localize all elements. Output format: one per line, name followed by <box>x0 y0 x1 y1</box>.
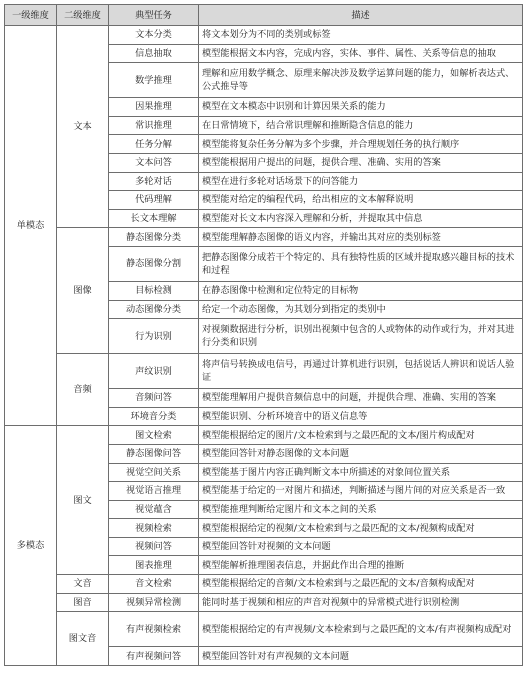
description-cell: 将声信号转换成电信号，再通过计算机进行识别，包括说话人辨识和说话人验证 <box>199 354 523 389</box>
level2-cell: 图音 <box>57 593 109 612</box>
description-cell: 模型在文本模态中识别和计算因果关系的能力 <box>199 98 523 117</box>
task-cell: 数学推理 <box>109 63 199 98</box>
level2-cell: 图像 <box>57 228 109 354</box>
table-row <box>5 575 523 594</box>
header-description: 描述 <box>199 5 523 26</box>
task-cell: 视觉蕴含 <box>109 500 199 519</box>
description-cell: 将文本划分为不同的类别或标签 <box>199 26 523 45</box>
description-cell: 把静态图像分成若干个特定的、具有独特性质的区域并提取感兴趣目标的技术和过程 <box>199 246 523 281</box>
description-cell: 理解和应用数学概念、原理来解决涉及数学运算问题的能力，如解析表达式、公式推导等 <box>199 63 523 98</box>
description-cell: 在静态图像中检测和定位特定的目标物 <box>199 281 523 300</box>
task-cell: 静态图像问答 <box>109 444 199 463</box>
task-cell: 视频检索 <box>109 519 199 538</box>
table-header <box>5 5 523 26</box>
description-cell: 模型能根据给定的视频/文本检索到与之最匹配的文本/视频构成配对 <box>199 519 523 538</box>
table-body <box>5 26 523 666</box>
task-cell: 环境音分类 <box>109 407 199 426</box>
description-cell: 模型能根据给定的图片/文本检索到与之最匹配的文本/图片构成配对 <box>199 426 523 445</box>
task-cell: 图表推理 <box>109 556 199 575</box>
task-cell: 图文检索 <box>109 426 199 445</box>
task-cell: 有声视频检索 <box>109 612 199 647</box>
description-cell: 模型能将复杂任务分解为多个步骤，并合理规划任务的执行顺序 <box>199 135 523 154</box>
description-cell: 模型能根据给定的有声视频/文本检索到与之最匹配的文本/有声视频构成配对 <box>199 612 523 647</box>
level2-cell: 文本 <box>57 26 109 228</box>
task-cell: 动态图像分类 <box>109 300 199 319</box>
task-cell: 文本分类 <box>109 26 199 45</box>
task-cell: 有声视频问答 <box>109 647 199 666</box>
header-level2: 二级维度 <box>57 5 109 26</box>
description-cell: 模型能回答针对有声视频的文本问题 <box>199 647 523 666</box>
task-cell: 视频问答 <box>109 537 199 556</box>
task-cell: 目标检测 <box>109 281 199 300</box>
task-cell: 声纹识别 <box>109 354 199 389</box>
level1-cell: 多模态 <box>5 426 57 666</box>
description-cell: 模型能回答针对静态图像的文本问题 <box>199 444 523 463</box>
description-cell: 给定一个动态图像，为其划分到指定的类别中 <box>199 300 523 319</box>
task-cell: 视觉语言推理 <box>109 482 199 501</box>
task-cell: 信息抽取 <box>109 44 199 63</box>
task-cell: 任务分解 <box>109 135 199 154</box>
table-row <box>5 612 523 647</box>
description-cell: 模型在进行多轮对话场景下的问答能力 <box>199 172 523 191</box>
task-cell: 视觉空间关系 <box>109 463 199 482</box>
task-cell: 静态图像分类 <box>109 228 199 247</box>
description-cell: 模型能理解用户提供音频信息中的问题，并提供合理、准确、实用的答案 <box>199 389 523 408</box>
table-row <box>5 26 523 45</box>
description-cell: 模型能根据文本内容，完成内容，实体、事件、属性、关系等信息的抽取 <box>199 44 523 63</box>
description-cell: 模型能基于给定的一对图片和描述，判断描述与图片间的对应关系是否一致 <box>199 482 523 501</box>
task-cell: 因果推理 <box>109 98 199 117</box>
task-cell: 文本问答 <box>109 153 199 172</box>
task-cell: 音文检索 <box>109 575 199 594</box>
task-table-container <box>4 4 522 666</box>
task-cell: 音频问答 <box>109 389 199 408</box>
level1-cell: 单模态 <box>5 26 57 426</box>
table-row <box>5 426 523 445</box>
task-dimension-table <box>4 4 523 666</box>
task-cell: 静态图像分割 <box>109 246 199 281</box>
description-cell: 模型能根据给定的音频/文本检索到与之最匹配的文本/音频构成配对 <box>199 575 523 594</box>
description-cell: 模型能识别、分析环境音中的语义信息等 <box>199 407 523 426</box>
task-cell: 代码理解 <box>109 191 199 210</box>
description-cell: 模型能根据用户提出的问题，提供合理、准确、实用的答案 <box>199 153 523 172</box>
description-cell: 模型能基于图片内容正确判断文本中所描述的对象间位置关系 <box>199 463 523 482</box>
level2-cell: 音频 <box>57 354 109 426</box>
task-cell: 视频异常检测 <box>109 593 199 612</box>
description-cell: 模型能对给定的编程代码，给出相应的文本解释说明 <box>199 191 523 210</box>
description-cell: 模型能回答针对视频的文本问题 <box>199 537 523 556</box>
description-cell: 模型能理解静态图像的语义内容，并输出其对应的类别标签 <box>199 228 523 247</box>
task-cell: 行为识别 <box>109 319 199 354</box>
table-row <box>5 354 523 389</box>
task-cell: 常识推理 <box>109 116 199 135</box>
task-cell: 多轮对话 <box>109 172 199 191</box>
description-cell: 对视频数据进行分析，识别出视频中包含的人或物体的动作或行为，并对其进行分类和识别 <box>199 319 523 354</box>
table-row <box>5 228 523 247</box>
header-task: 典型任务 <box>109 5 199 26</box>
description-cell: 模型能推理判断给定图片和文本之间的关系 <box>199 500 523 519</box>
level2-cell: 图文音 <box>57 612 109 666</box>
description-cell: 模型能解析推理图表信息，并据此作出合理的推断 <box>199 556 523 575</box>
header-level1: 一级维度 <box>5 5 57 26</box>
description-cell: 在日常情境下，结合常识理解和推断隐含信息的能力 <box>199 116 523 135</box>
table-row <box>5 593 523 612</box>
header-row <box>5 5 523 26</box>
task-cell: 长文本理解 <box>109 209 199 228</box>
description-cell: 能同时基于视频和相应的声音对视频中的异常模式进行识别检测 <box>199 593 523 612</box>
level2-cell: 文音 <box>57 575 109 594</box>
description-cell: 模型能对长文本内容深入理解和分析，并提取其中信息 <box>199 209 523 228</box>
level2-cell: 图文 <box>57 426 109 575</box>
